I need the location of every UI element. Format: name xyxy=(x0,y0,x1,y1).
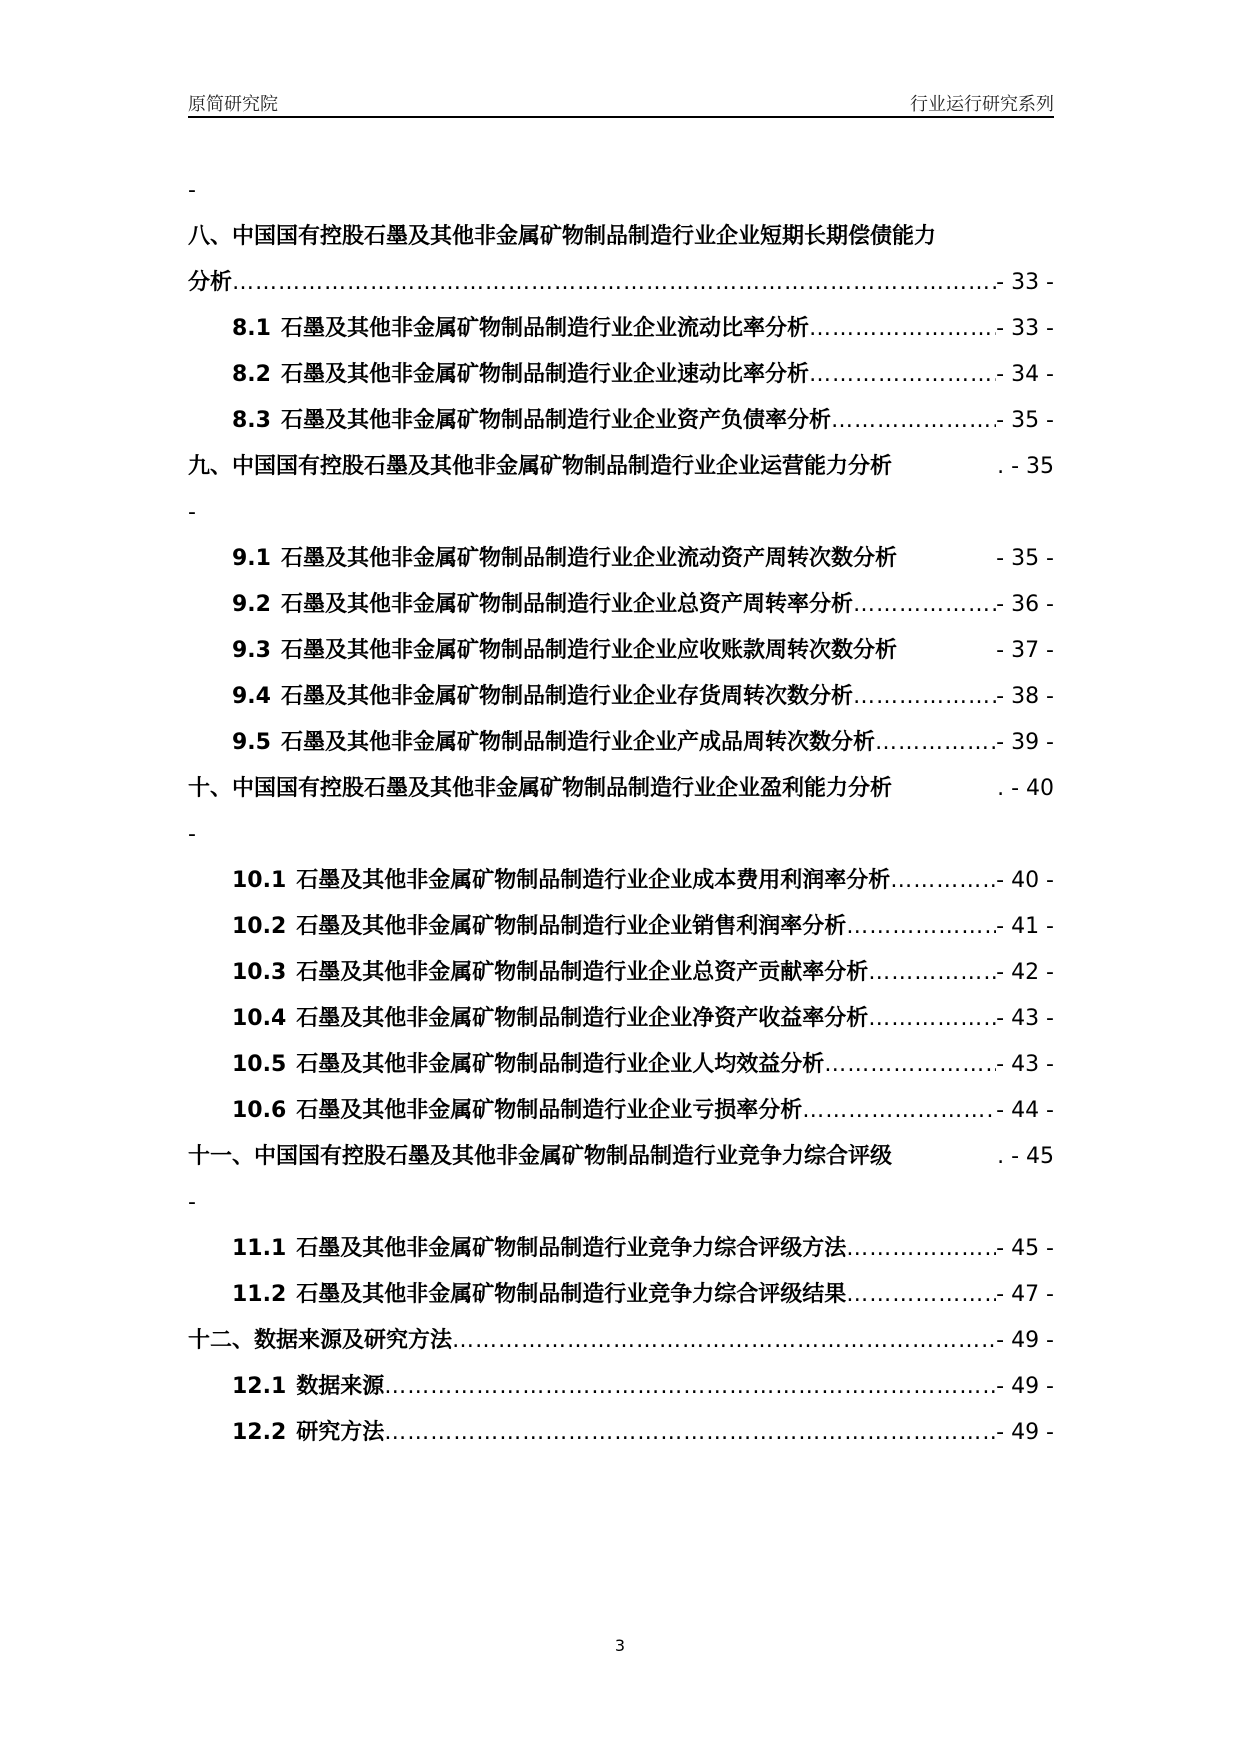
toc-entry-number: 10.1 xyxy=(232,868,287,893)
toc-lead-dash: - xyxy=(188,178,196,203)
toc-entry-11[interactable] xyxy=(188,1134,1054,1180)
toc-dot-leader xyxy=(809,352,996,398)
toc-entry-number: 8.2 xyxy=(232,362,271,387)
toc-page-number: - 39 - xyxy=(996,730,1054,755)
toc-page-number: - 34 - xyxy=(996,362,1054,387)
toc-dot-leader xyxy=(853,674,996,720)
toc-page-number: - 43 - xyxy=(996,1052,1054,1077)
toc-entry-12[interactable] xyxy=(188,1318,1054,1364)
toc-entry-number: 10.6 xyxy=(232,1098,287,1123)
toc-page-number: - 44 - xyxy=(996,1098,1054,1123)
header-series-name: 行业运行研究系列 xyxy=(910,94,1054,115)
toc-entry-title: 十、中国国有控股石墨及其他非金属矿物制品制造行业企业盈利能力分析 xyxy=(188,776,893,801)
toc-page-number: - 49 - xyxy=(996,1374,1054,1399)
toc-page-number: - 47 - xyxy=(996,1282,1054,1307)
toc-entry-title: 石墨及其他非金属矿物制品制造行业企业总资产周转率分析 xyxy=(280,592,853,617)
toc-entry-10-5[interactable] xyxy=(188,1042,1054,1088)
toc-dot-leader xyxy=(868,996,996,1042)
toc-entry-title: 石墨及其他非金属矿物制品制造行业竞争力综合评级方法 xyxy=(296,1236,847,1261)
toc-entry-title: 石墨及其他非金属矿物制品制造行业企业应收账款周转次数分析 xyxy=(280,638,897,663)
toc-entry-title: 石墨及其他非金属矿物制品制造行业企业流动比率分析 xyxy=(280,316,809,341)
toc-dot-leader xyxy=(802,1088,996,1134)
toc-entry-title: 分析 xyxy=(188,270,233,295)
toc-entry-number: 12.2 xyxy=(232,1420,287,1445)
toc-entry-9[interactable] xyxy=(188,444,1054,490)
toc-page-number: - 36 - xyxy=(996,592,1054,617)
toc-page-number: . - 35 xyxy=(997,454,1054,479)
toc-entry-12-2[interactable] xyxy=(188,1410,1054,1456)
toc-entry-10-6[interactable] xyxy=(188,1088,1054,1134)
toc-entry-8-cont[interactable] xyxy=(188,260,1054,306)
toc-dot-leader xyxy=(868,950,996,996)
toc-dot-leader xyxy=(809,306,996,352)
toc-entry-11-cont: - xyxy=(188,1190,196,1215)
toc-page-number: - 38 - xyxy=(996,684,1054,709)
toc-page-number: - 35 - xyxy=(996,546,1054,571)
toc-entry-8-3[interactable] xyxy=(188,398,1054,444)
toc-page-number: - 40 - xyxy=(996,868,1054,893)
toc-entry-title: 研究方法 xyxy=(296,1420,385,1445)
toc-entry-10-cont: - xyxy=(188,822,196,847)
toc-entry-title: 石墨及其他非金属矿物制品制造行业企业亏损率分析 xyxy=(296,1098,803,1123)
toc-entry-title: 石墨及其他非金属矿物制品制造行业企业总资产贡献率分析 xyxy=(296,960,869,985)
toc-entry-title: 石墨及其他非金属矿物制品制造行业企业资产负债率分析 xyxy=(280,408,831,433)
toc-entry-title: 石墨及其他非金属矿物制品制造行业企业速动比率分析 xyxy=(280,362,809,387)
toc-entry-number: 8.3 xyxy=(232,408,271,433)
toc-entry-12-1[interactable] xyxy=(188,1364,1054,1410)
toc-entry-9-1[interactable] xyxy=(188,536,1054,582)
toc-entry-title: 石墨及其他非金属矿物制品制造行业企业净资产收益率分析 xyxy=(296,1006,869,1031)
toc-entry-number: 9.1 xyxy=(232,546,271,571)
toc-entry-number: 12.1 xyxy=(232,1374,287,1399)
toc-entry-title: 十二、数据来源及研究方法 xyxy=(188,1328,453,1353)
toc-dot-leader xyxy=(824,1042,996,1088)
toc-entry-number: 10.4 xyxy=(232,1006,287,1031)
toc-entry-10-4[interactable] xyxy=(188,996,1054,1042)
toc-entry-number: 9.4 xyxy=(232,684,271,709)
toc-page-number: - 49 - xyxy=(996,1420,1054,1445)
toc-dot-leader xyxy=(875,720,996,766)
toc-dot-leader xyxy=(232,260,996,306)
toc-entry-title: 数据来源 xyxy=(296,1374,385,1399)
toc-page-number: - 43 - xyxy=(996,1006,1054,1031)
toc-entry-title: 石墨及其他非金属矿物制品制造行业企业存货周转次数分析 xyxy=(280,684,853,709)
toc-page-number: . - 45 xyxy=(997,1144,1054,1169)
toc-entry-10-3[interactable] xyxy=(188,950,1054,996)
table-of-contents xyxy=(188,168,1054,1456)
toc-entry-number: 9.5 xyxy=(232,730,271,755)
toc-dot-leader xyxy=(846,904,996,950)
toc-entry-title: 石墨及其他非金属矿物制品制造行业企业销售利润率分析 xyxy=(296,914,847,939)
toc-entry-title: 石墨及其他非金属矿物制品制造行业企业产成品周转次数分析 xyxy=(280,730,875,755)
toc-entry-title: 八、中国国有控股石墨及其他非金属矿物制品制造行业企业短期长期偿债能力 xyxy=(188,224,937,249)
toc-page-number: - 49 - xyxy=(996,1328,1054,1353)
header-org-name: 原简研究院 xyxy=(188,94,278,115)
toc-entry-title: 石墨及其他非金属矿物制品制造行业企业成本费用利润率分析 xyxy=(296,868,891,893)
toc-entry-number: 9.3 xyxy=(232,638,271,663)
toc-page-number: - 41 - xyxy=(996,914,1054,939)
toc-entry-10-1[interactable] xyxy=(188,858,1054,904)
toc-entry-title: 十一、中国国有控股石墨及其他非金属矿物制品制造行业竞争力综合评级 xyxy=(188,1144,893,1169)
toc-entry-11-1[interactable] xyxy=(188,1226,1054,1272)
toc-entry-9-cont: - xyxy=(188,500,196,525)
toc-page-number: - 45 - xyxy=(996,1236,1054,1261)
toc-dot-leader xyxy=(853,582,996,628)
toc-entry-10[interactable] xyxy=(188,766,1054,812)
toc-entry-title: 石墨及其他非金属矿物制品制造行业企业人均效益分析 xyxy=(296,1052,825,1077)
toc-entry-8-2[interactable] xyxy=(188,352,1054,398)
toc-page-number: . - 40 xyxy=(997,776,1054,801)
toc-entry-10-2[interactable] xyxy=(188,904,1054,950)
toc-page-number: - 35 - xyxy=(996,408,1054,433)
toc-entry-number: 10.5 xyxy=(232,1052,287,1077)
toc-entry-9-3[interactable] xyxy=(188,628,1054,674)
toc-entry-9-2[interactable] xyxy=(188,582,1054,628)
toc-dot-leader xyxy=(890,858,996,904)
toc-entry-title: 石墨及其他非金属矿物制品制造行业竞争力综合评级结果 xyxy=(296,1282,847,1307)
toc-page-number: - 33 - xyxy=(996,316,1054,341)
toc-entry-9-4[interactable] xyxy=(188,674,1054,720)
toc-entry-number: 11.1 xyxy=(232,1236,287,1261)
toc-entry-title: 九、中国国有控股石墨及其他非金属矿物制品制造行业企业运营能力分析 xyxy=(188,454,893,479)
toc-entry-11-2[interactable] xyxy=(188,1272,1054,1318)
toc-dot-leader xyxy=(384,1364,996,1410)
toc-dot-leader xyxy=(846,1226,996,1272)
page-header xyxy=(188,88,1054,118)
toc-entry-9-5[interactable] xyxy=(188,720,1054,766)
toc-entry-number: 8.1 xyxy=(232,316,271,341)
toc-entry-8[interactable] xyxy=(188,214,1054,260)
toc-dot-leader xyxy=(452,1318,996,1364)
toc-entry-number: 10.3 xyxy=(232,960,287,985)
toc-page-number: - 33 - xyxy=(996,270,1054,295)
toc-dot-leader xyxy=(846,1272,996,1318)
toc-entry-8-1[interactable] xyxy=(188,306,1054,352)
page-number: 3 xyxy=(614,1636,626,1655)
toc-entry-title: 石墨及其他非金属矿物制品制造行业企业流动资产周转次数分析 xyxy=(280,546,897,571)
toc-page-number: - 37 - xyxy=(996,638,1054,663)
toc-entry-number: 9.2 xyxy=(232,592,271,617)
toc-entry-number: 10.2 xyxy=(232,914,287,939)
toc-dot-leader xyxy=(831,398,996,444)
toc-dot-leader xyxy=(384,1410,996,1456)
toc-entry-number: 11.2 xyxy=(232,1282,287,1307)
toc-page-number: - 42 - xyxy=(996,960,1054,985)
